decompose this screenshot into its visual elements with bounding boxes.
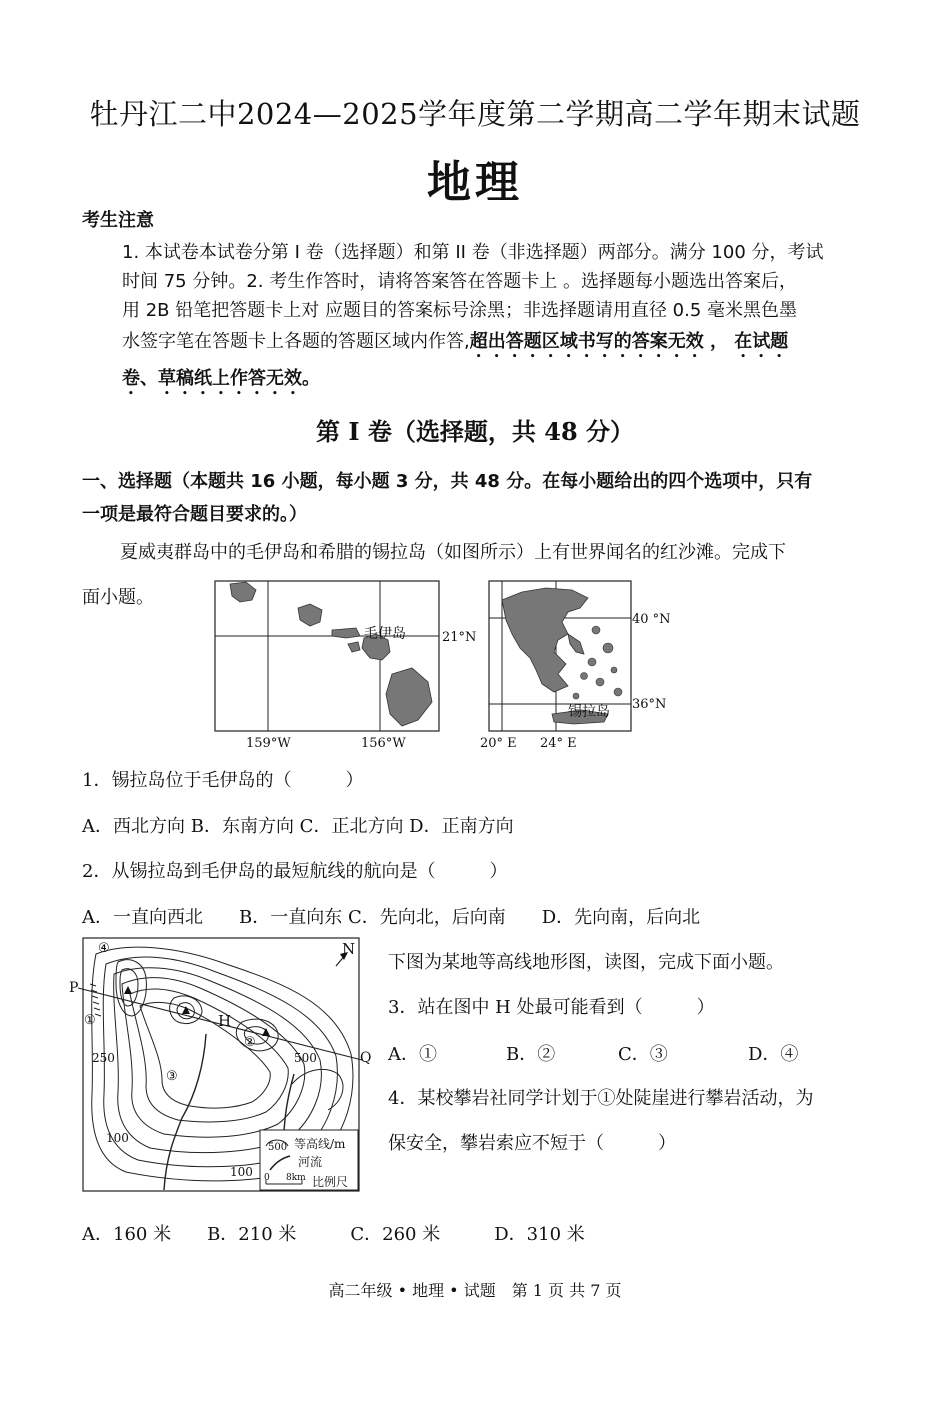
legend-scale-end: 8km [286,1173,306,1183]
notice-line-1: 1. 本试卷本试卷分第 I 卷（选择题）和第 II 卷（非选择题）两部分。满分 100 分，考试 [122,242,824,263]
contour-value-100-a: 100 [106,1131,129,1145]
question-2-options: A．一直向西北 B．一直向东 C．先向北，后向南 D．先向南，后向北 [82,907,701,928]
hawaii-lat-label: 21°N [442,630,477,645]
label-P: P [69,980,79,996]
exam-title: 牡丹江二中2024—2025学年度第二学期高二学年期末试题 [89,97,861,131]
legend-contour: 等高线/m [294,1137,346,1151]
page-footer: 高二年级 • 地理 • 试题 第 1 页 共 7 页 [328,1281,622,1300]
question-3-option-a: A．① [388,1044,437,1065]
notice-line-3: 用 2B 铅笔把答题卡上对 应题目的答案标号涂黑；非选择题请用直径 0.5 毫米黑色墨 [122,300,798,321]
north-label: N [342,940,356,958]
contour-value-500: 500 [294,1051,317,1065]
island-big-island [386,668,432,726]
contour-legend [260,1130,358,1190]
section-heading-line-1: 一、选择题（本题共 16 小题，每小题 3 分，共 48 分。在每小题给出的四个选项中，只有 [82,471,813,492]
question-1: 1．锡拉岛位于毛伊岛的（ ） [82,770,364,791]
hawaii-lon-left: 159°W [246,736,291,751]
notice-heading: 考生注意 [82,210,154,231]
notice-line-4-plain: 水签字笔在答题卡上各题的答题区域内作答, [122,331,470,352]
hawaii-lon-right: 156°W [361,736,406,751]
mark-2: ② [244,1035,256,1050]
question-3: 3．站在图中 H 处最可能看到（ ） [388,997,715,1018]
notice-line-4-emphasis: 超出答题区域书写的答案无效 ， 在试题 [469,331,789,352]
legend-contour-value: 500 [268,1142,288,1153]
contour-value-100-b: 100 [230,1165,253,1179]
legend-scale-start: 0 [264,1173,270,1183]
maui-label: 毛伊岛 [364,626,406,642]
question-4-line-1: 4．某校攀岩社同学计划于①处陡崖进行攀岩活动，为 [388,1088,814,1109]
island-lanai [348,642,360,652]
greece-lat-bottom: 36°N [632,697,667,712]
question-2: 2．从锡拉岛到毛伊岛的最短航线的航向是（ ） [82,861,508,882]
notice-line-5-emphasis: 卷、草稿纸上作答无效。 [122,368,320,389]
label-H: H [218,1012,232,1030]
question-3-option-c: C．③ [618,1044,668,1065]
greece-lon-right: 24° E [540,736,577,751]
question-4-options: A．160 米 B．210 米 C．260 米 D．310 米 [82,1224,585,1245]
island-oahu [298,604,322,626]
question-3-option-d: D．④ [748,1044,799,1065]
contour-value-250: 250 [92,1051,115,1065]
part-title: 第 I 卷（选择题，共 48 分） [315,417,635,446]
legend-river: 河流 [298,1155,323,1169]
subject-title: 地理 [427,157,523,208]
notice-line-2: 时间 75 分钟。2. 考生作答时，请将答案答在答题卡上 。选择题每小题选出答案后， [122,271,797,292]
mark-4: ④ [98,941,110,956]
question-4-line-2: 保安全，攀岩索应不短于（ ） [388,1133,676,1154]
question-1-options: A．西北方向 B．东南方向 C．正北方向 D．正南方向 [82,816,514,837]
contour-map [66,934,378,1196]
greece-lat-top: 40 °N [632,612,671,627]
mark-1: ① [84,1013,96,1028]
intro-contour: 下图为某地等高线地形图，读图，完成下面小题。 [388,952,784,973]
label-Q: Q [360,1050,372,1066]
mark-3: ③ [166,1069,178,1084]
island-molokai [332,628,360,638]
question-3-option-b: B．② [506,1044,556,1065]
section-heading-line-2: 一项是最符合题目要求的。） [82,504,307,525]
hawaii-map [206,578,477,751]
greece-map [476,578,676,750]
santorini-label: 锡拉岛 [568,704,610,720]
legend-scale: 比例尺 [312,1175,349,1189]
island-euboea [568,634,584,654]
greece-lon-left: 20° E [480,736,517,751]
intro-line-1: 夏威夷群岛中的毛伊岛和希腊的锡拉岛（如图所示）上有世界闻名的红沙滩。完成下 [120,542,786,563]
intro-line-2: 面小题。 [82,587,154,608]
notice-line-4 [122,327,788,362]
island-kauai [230,582,256,602]
